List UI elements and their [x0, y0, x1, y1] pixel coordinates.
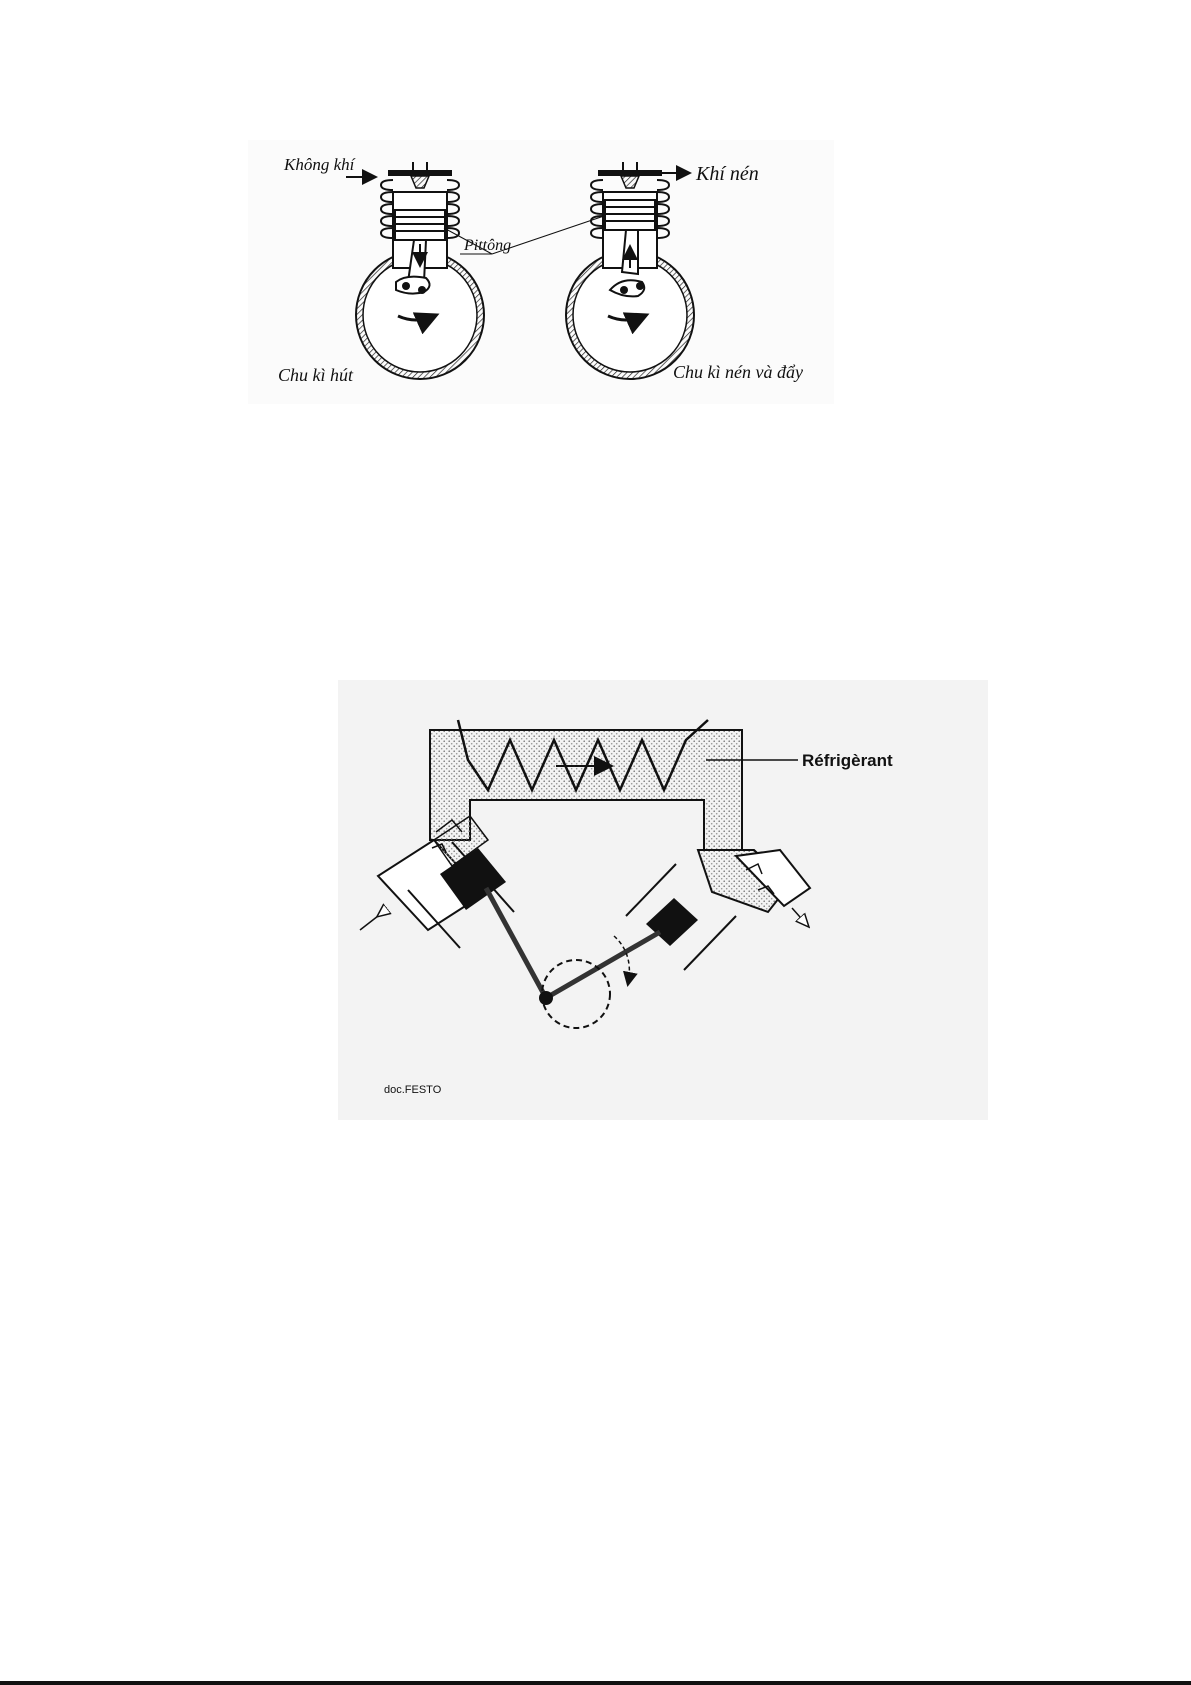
compression-compressor	[566, 162, 694, 379]
refrigerant-label: Réfrigèrant	[802, 751, 893, 770]
suction-cycle-label: Chu kì hút	[278, 365, 353, 385]
two-stage-compressor-figure	[338, 680, 988, 1120]
high-pressure-cylinder	[546, 850, 810, 998]
crankshaft	[539, 936, 629, 1028]
piston-label: Pittông	[464, 237, 512, 254]
piston-left	[395, 210, 445, 240]
piston-right	[605, 200, 655, 230]
low-pressure-cylinder	[360, 816, 546, 998]
compressed-air-label: Khí nén	[696, 163, 759, 185]
source-label: doc.FESTO	[384, 1084, 442, 1096]
two-stage-compressor-diagram	[338, 680, 988, 1120]
page-bottom-border	[0, 1681, 1191, 1685]
high-pressure-piston	[646, 898, 698, 946]
compress-cycle-label: Chu kì nén và đẩy	[673, 362, 803, 382]
air-in-label: Không khí	[284, 155, 355, 174]
suction-compressor	[346, 162, 484, 379]
piston-compressor-diagram	[248, 140, 834, 404]
piston-compressor-figure	[248, 140, 834, 404]
